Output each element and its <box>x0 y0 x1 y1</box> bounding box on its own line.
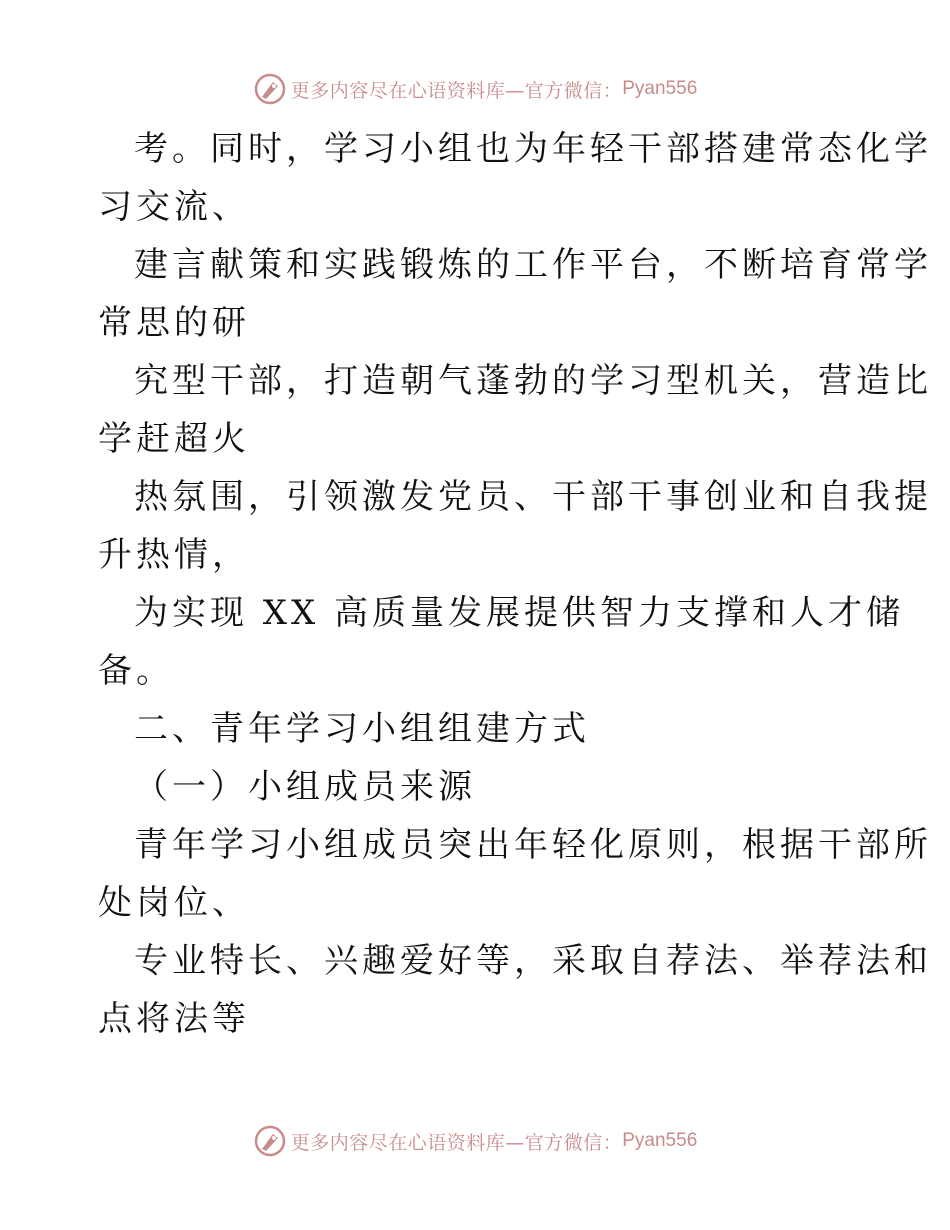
subsection-heading-text: （一）小组成员来源 <box>134 767 476 807</box>
paragraph <box>98 468 932 584</box>
paragraph-line: 考。同时，学习小组也为年轻干部搭建常态化学 <box>134 129 932 169</box>
paragraph-line: 建言献策和实践锻炼的工作平台，不断培育常学 <box>134 245 932 285</box>
paragraph-line: 处岗位、 <box>98 883 250 923</box>
paragraph-line: 备。 <box>98 651 174 691</box>
paragraph <box>98 120 932 236</box>
paragraph <box>98 236 932 352</box>
watermark-account: Pyan556 <box>622 1130 698 1151</box>
paragraph-line: 青年学习小组成员突出年轻化原则，根据干部所 <box>134 825 932 865</box>
watermark-account: Pyan556 <box>622 78 698 99</box>
paragraph <box>98 584 905 700</box>
footer-watermark <box>0 1124 950 1158</box>
paragraph <box>98 816 932 932</box>
section-heading-text: 二、青年学习小组组建方式 <box>134 709 590 749</box>
pen-nib-icon <box>253 1124 287 1158</box>
paragraph-line: 专业特长、兴趣爱好等，采取自荐法、举荐法和 <box>134 941 932 981</box>
paragraph-line: 为实现 XX 高质量发展提供智力支撑和人才储 <box>134 593 905 633</box>
pen-nib-icon <box>253 72 287 106</box>
paragraph-line: 常思的研 <box>98 303 250 343</box>
paragraph-line: 点将法等 <box>98 999 250 1039</box>
section-heading <box>98 700 858 758</box>
paragraph <box>98 352 932 468</box>
paragraph-line: 升热情， <box>98 535 250 575</box>
paragraph-line: 究型干部，打造朝气蓬勃的学习型机关，营造比 <box>134 361 932 401</box>
header-watermark <box>0 72 950 106</box>
paragraph-line: 热氛围，引领激发党员、干部干事创业和自我提 <box>134 477 932 517</box>
subsection-heading <box>98 758 858 816</box>
paragraph <box>98 932 932 1048</box>
paragraph-line: 学赶超火 <box>98 419 250 459</box>
document-body <box>98 120 932 1048</box>
watermark-text: 更多内容尽在心语资料库—官方微信： <box>290 79 623 102</box>
paragraph-line: 习交流、 <box>98 187 250 227</box>
watermark-text: 更多内容尽在心语资料库—官方微信： <box>290 1131 623 1154</box>
